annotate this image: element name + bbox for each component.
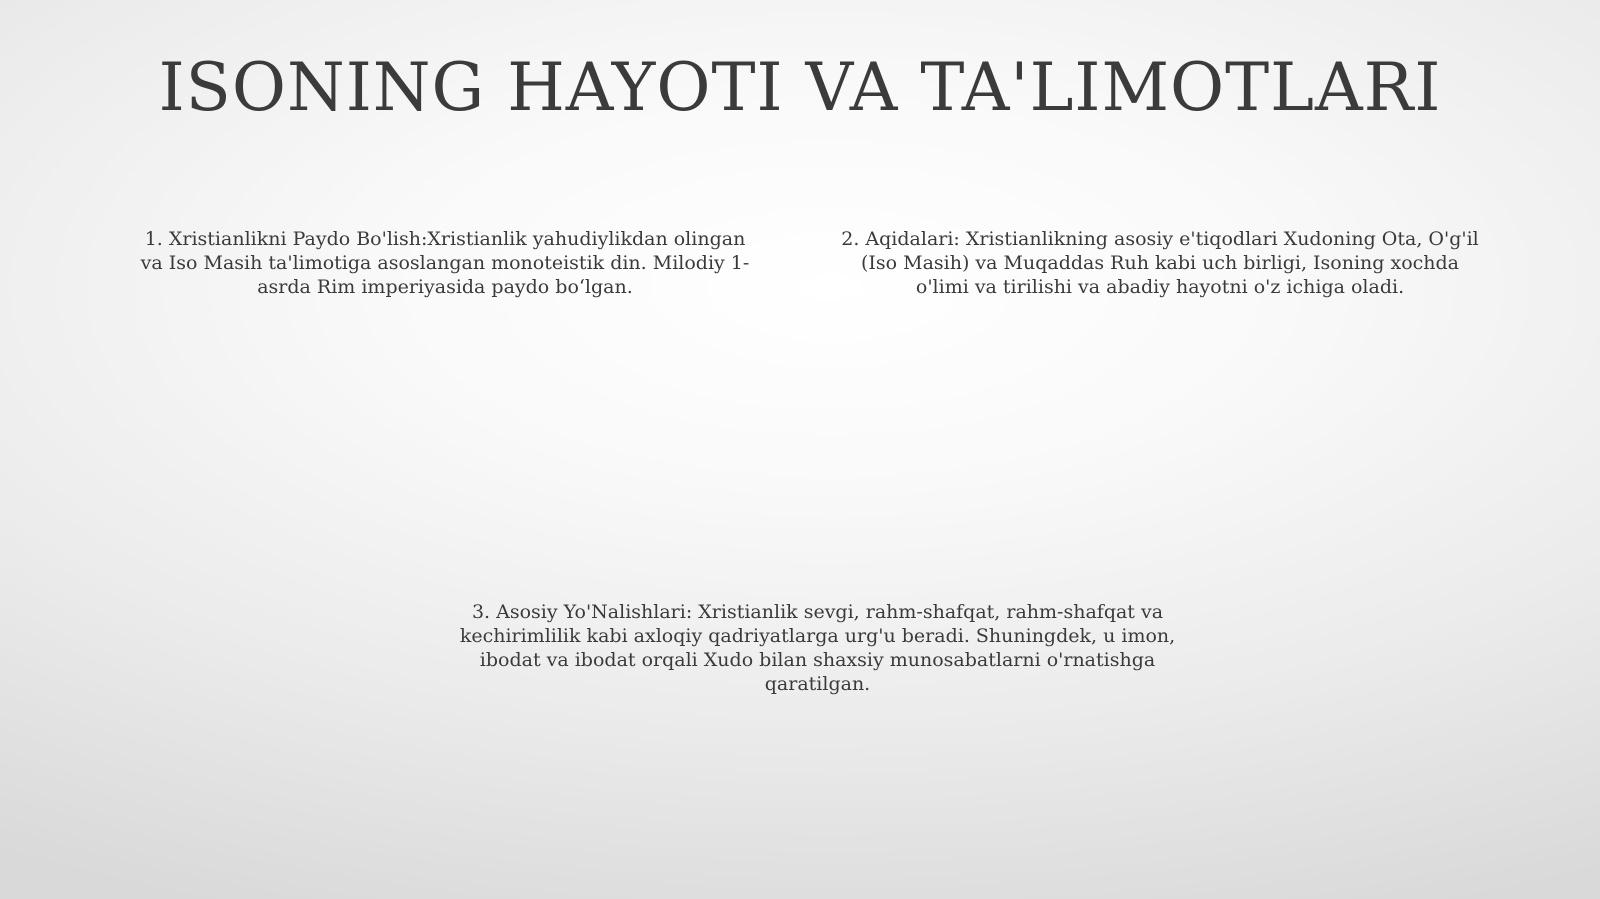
text-block-beliefs: 2. Aqidalari: Xristianlikning asosiy e'tiqodlari Xudoning Ota, O'g'il (Iso Masih) va Muqaddas Ruh kabi uch birligi, Isoning xochda o'limi va tirilishi va abadiy hayotni o'z ichiga oladi. bbox=[841, 228, 1479, 298]
slide-title: ISONING HAYOTI VA TA'LIMOTLARI bbox=[158, 49, 1442, 126]
text-block-origin: 1. Xristianlikni Paydo Bo'lish:Xristianlik yahudiylikdan olingan va Iso Masih ta'limotiga asoslangan monoteistik din. Milodiy 1-asrda Rim imperiyasida paydo bo‘lgan. bbox=[140, 228, 750, 298]
text-block-main-directions: 3. Asosiy Yo'Nalishlari: Xristianlik sevgi, rahm-shafqat, rahm-shafqat va kechirimlilik kabi axloqiy qadriyatlarga urg'u beradi. Shuningdek, u imon, ibodat va ibodat orqali Xudo bilan shaxsiy munosabatlarni o'rnatishga qaratilgan. bbox=[459, 601, 1176, 695]
